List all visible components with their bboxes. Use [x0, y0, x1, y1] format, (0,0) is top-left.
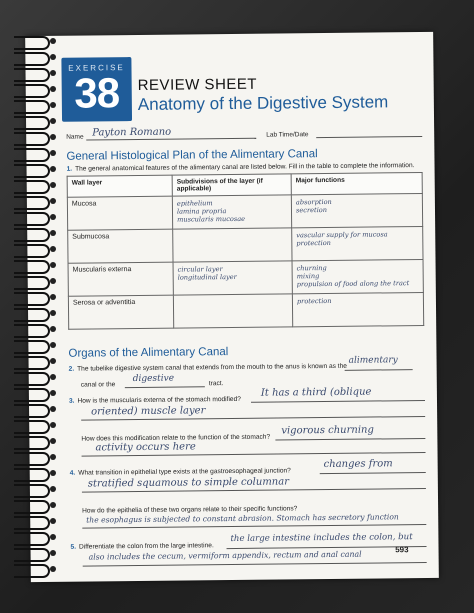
spiral-coil [14, 260, 50, 274]
functions-cell[interactable] [292, 292, 423, 326]
spiral-coil [14, 52, 50, 66]
answer-line [320, 472, 426, 474]
spiral-coil [14, 516, 50, 530]
table-row [67, 194, 422, 231]
spiral-coil [14, 388, 50, 402]
binding-hole [50, 358, 56, 364]
question-5-number: 5. [70, 543, 77, 551]
binding-hole [50, 198, 56, 204]
subdivisions-cell[interactable] [173, 294, 292, 328]
cell-answer: epithelium [176, 199, 213, 208]
question-3b: How does this modification relate to the function of the stomach? [81, 433, 271, 443]
cell-answer: mixing [296, 272, 320, 281]
cell-answer: circular layer [177, 265, 223, 274]
answer-epithelial-transition[interactable]: changes from [323, 458, 393, 471]
section-heading-organs: Organs of the Alimentary Canal [68, 346, 229, 360]
column-header: Subdivisions of the layer (if applicable) [172, 174, 291, 196]
binding-hole [50, 486, 56, 492]
cell-answer: protection [296, 296, 332, 306]
lab-time-line[interactable] [316, 136, 422, 138]
functions-cell[interactable] [292, 259, 423, 293]
lab-time-label: Lab Time/Date [266, 131, 309, 139]
question-4-number: 4. [69, 469, 76, 477]
question-1 [67, 162, 415, 173]
functions-cell[interactable] [292, 226, 423, 260]
question-2-continued: canal or the [80, 381, 116, 389]
spiral-coil [14, 212, 50, 226]
binding-hole [50, 550, 56, 556]
question-3-text: How is the muscularis externa of the stomach modified? [77, 395, 241, 405]
cell-answer: muscularis mucosae [177, 214, 246, 224]
column-header: Wall layer [67, 175, 172, 197]
binding-hole [50, 566, 56, 572]
spiral-coil [14, 100, 50, 114]
binding-hole [50, 406, 56, 412]
question-4 [70, 467, 291, 476]
exercise-label: EXERCISE [68, 63, 125, 73]
spiral-coil [14, 308, 50, 322]
spiral-coil [14, 356, 50, 370]
column-header: Major functions [291, 173, 422, 195]
cell-answer: churning [296, 264, 327, 273]
question-4-text: What transition in epithelial type exists at the gastroesophageal junction? [78, 467, 291, 477]
cell-answer: lamina propria [176, 207, 227, 216]
exercise-number: 38 [74, 69, 120, 117]
binding-hole [50, 438, 56, 444]
spiral-coil [14, 532, 50, 546]
binding-hole [50, 166, 56, 172]
wall-layer-cell: Muscularis externa [68, 262, 173, 296]
binding-hole [50, 534, 56, 540]
spiral-coil [14, 500, 50, 514]
subdivisions-cell[interactable] [173, 261, 292, 295]
subdivisions-cell[interactable] [173, 228, 292, 262]
table-row [68, 259, 423, 296]
binding-hole [50, 150, 56, 156]
question-2-number: 2. [68, 365, 75, 373]
cell-answer: protection [296, 238, 331, 248]
answer-digestive[interactable]: digestive [132, 373, 175, 385]
spiral-coil [14, 180, 50, 194]
answer-alimentary[interactable]: alimentary [348, 355, 398, 366]
answer-colon-vs-large-intestine-continued[interactable]: also includes the cecum, vermiform appendix, rectum and anal canal [88, 549, 362, 562]
wall-layer-table [67, 172, 425, 330]
spiral-coil [14, 276, 50, 290]
spiral-coil [14, 372, 50, 386]
cell-answer: absorption [295, 197, 332, 207]
wall-layer-cell: Serosa or adventitia [68, 295, 173, 329]
question-3 [69, 396, 241, 405]
binding-hole [50, 134, 56, 140]
question-5-text: Differentiate the colon from the large intestine. [78, 542, 214, 551]
binding-hole [50, 230, 56, 236]
answer-line [82, 524, 426, 529]
binding-hole [50, 422, 56, 428]
spiral-coil [14, 548, 50, 562]
binding-hole [50, 86, 56, 92]
spiral-coil [14, 68, 50, 82]
spiral-coil [14, 484, 50, 498]
spiral-coil [14, 324, 50, 338]
spiral-binding [14, 36, 54, 584]
question-3-number: 3. [68, 397, 75, 405]
spiral-coil [14, 452, 50, 466]
binding-hole [50, 294, 56, 300]
question-1-number: 1. [66, 165, 73, 173]
answer-line [275, 438, 425, 441]
binding-hole [50, 246, 56, 252]
binding-hole [50, 502, 56, 508]
answer-epithelial-transition-continued[interactable]: stratified squamous to simple columnar [87, 476, 290, 490]
answer-stomach-function[interactable]: vigorous churning [281, 424, 374, 437]
question-1-text: The general anatomical features of the alimentary canal are listed below. Fill in the table to complete the information. [75, 162, 415, 173]
name-value[interactable]: Payton Romano [92, 126, 172, 139]
binding-hole [50, 454, 56, 460]
binding-hole [50, 262, 56, 268]
binding-hole [50, 70, 56, 76]
page-number: 593 [395, 545, 409, 555]
binding-hole [50, 374, 56, 380]
binding-hole [50, 54, 56, 60]
spiral-coil [14, 36, 50, 50]
page-title: Anatomy of the Digestive System [137, 92, 389, 114]
review-sheet-page [25, 32, 439, 582]
binding-hole [50, 518, 56, 524]
spiral-coil [14, 564, 50, 578]
spiral-coil [14, 436, 50, 450]
answer-line [251, 400, 425, 403]
answer-epithelia-function[interactable]: the esophagus is subjected to constant abrasion. Stomach has secretory function [86, 512, 399, 525]
cell-answer: propulsion of food along the tract [296, 279, 410, 289]
spiral-coil [14, 84, 50, 98]
question-2-text: The tubelike digestive system canal that extends from the mouth to the anus is known as the [77, 362, 347, 373]
cell-answer: vascular supply for mucosa [296, 230, 388, 240]
table-row [68, 292, 423, 329]
question-5 [70, 542, 213, 550]
binding-hole [50, 118, 56, 124]
answer-stomach-modification[interactable]: It has a third (oblique [260, 386, 372, 399]
binding-hole [50, 38, 56, 44]
binding-hole [50, 390, 56, 396]
question-2-end: tract. [208, 380, 224, 388]
binding-hole [50, 310, 56, 316]
binding-hole [50, 182, 56, 188]
binding-hole [50, 102, 56, 108]
spiral-coil [14, 292, 50, 306]
spiral-coil [14, 164, 50, 178]
spiral-coil [14, 196, 50, 210]
binding-hole [50, 278, 56, 284]
spiral-coil [14, 116, 50, 130]
question-4b: How do the epithelia of these two organs relate to their specific functions? [82, 505, 298, 515]
exercise-badge [61, 57, 132, 122]
wall-layer-cell: Submucosa [68, 229, 173, 263]
spiral-coil [14, 404, 50, 418]
answer-line [83, 562, 427, 567]
wall-layer-cell: Mucosa [67, 196, 172, 230]
answer-colon-vs-large-intestine[interactable]: the large intestine includes the colon, but [230, 532, 413, 545]
sheet-label: REVIEW SHEET [137, 75, 258, 94]
subdivisions-cell[interactable] [172, 195, 291, 229]
spiral-coil [14, 244, 50, 258]
functions-cell[interactable] [291, 194, 422, 228]
spiral-coil [14, 228, 50, 242]
answer-stomach-modification-continued[interactable]: oriented) muscle layer [91, 405, 206, 418]
answer-line [125, 386, 205, 388]
section-heading-histology: General Histological Plan of the Alimentary Canal [66, 148, 318, 163]
binding-hole [50, 214, 56, 220]
table-row [68, 226, 423, 263]
name-label: Name [66, 133, 84, 141]
spiral-coil [14, 148, 50, 162]
spiral-coil [14, 340, 50, 354]
spiral-coil [14, 132, 50, 146]
answer-line [345, 369, 413, 371]
cell-answer: longitudinal layer [177, 272, 237, 282]
question-2 [69, 363, 347, 373]
binding-hole [50, 470, 56, 476]
cell-answer: secretion [295, 206, 328, 215]
binding-hole [50, 326, 56, 332]
answer-stomach-function-continued[interactable]: activity occurs here [95, 441, 196, 454]
binding-hole [50, 342, 56, 348]
spiral-coil [14, 468, 50, 482]
spiral-coil [14, 420, 50, 434]
